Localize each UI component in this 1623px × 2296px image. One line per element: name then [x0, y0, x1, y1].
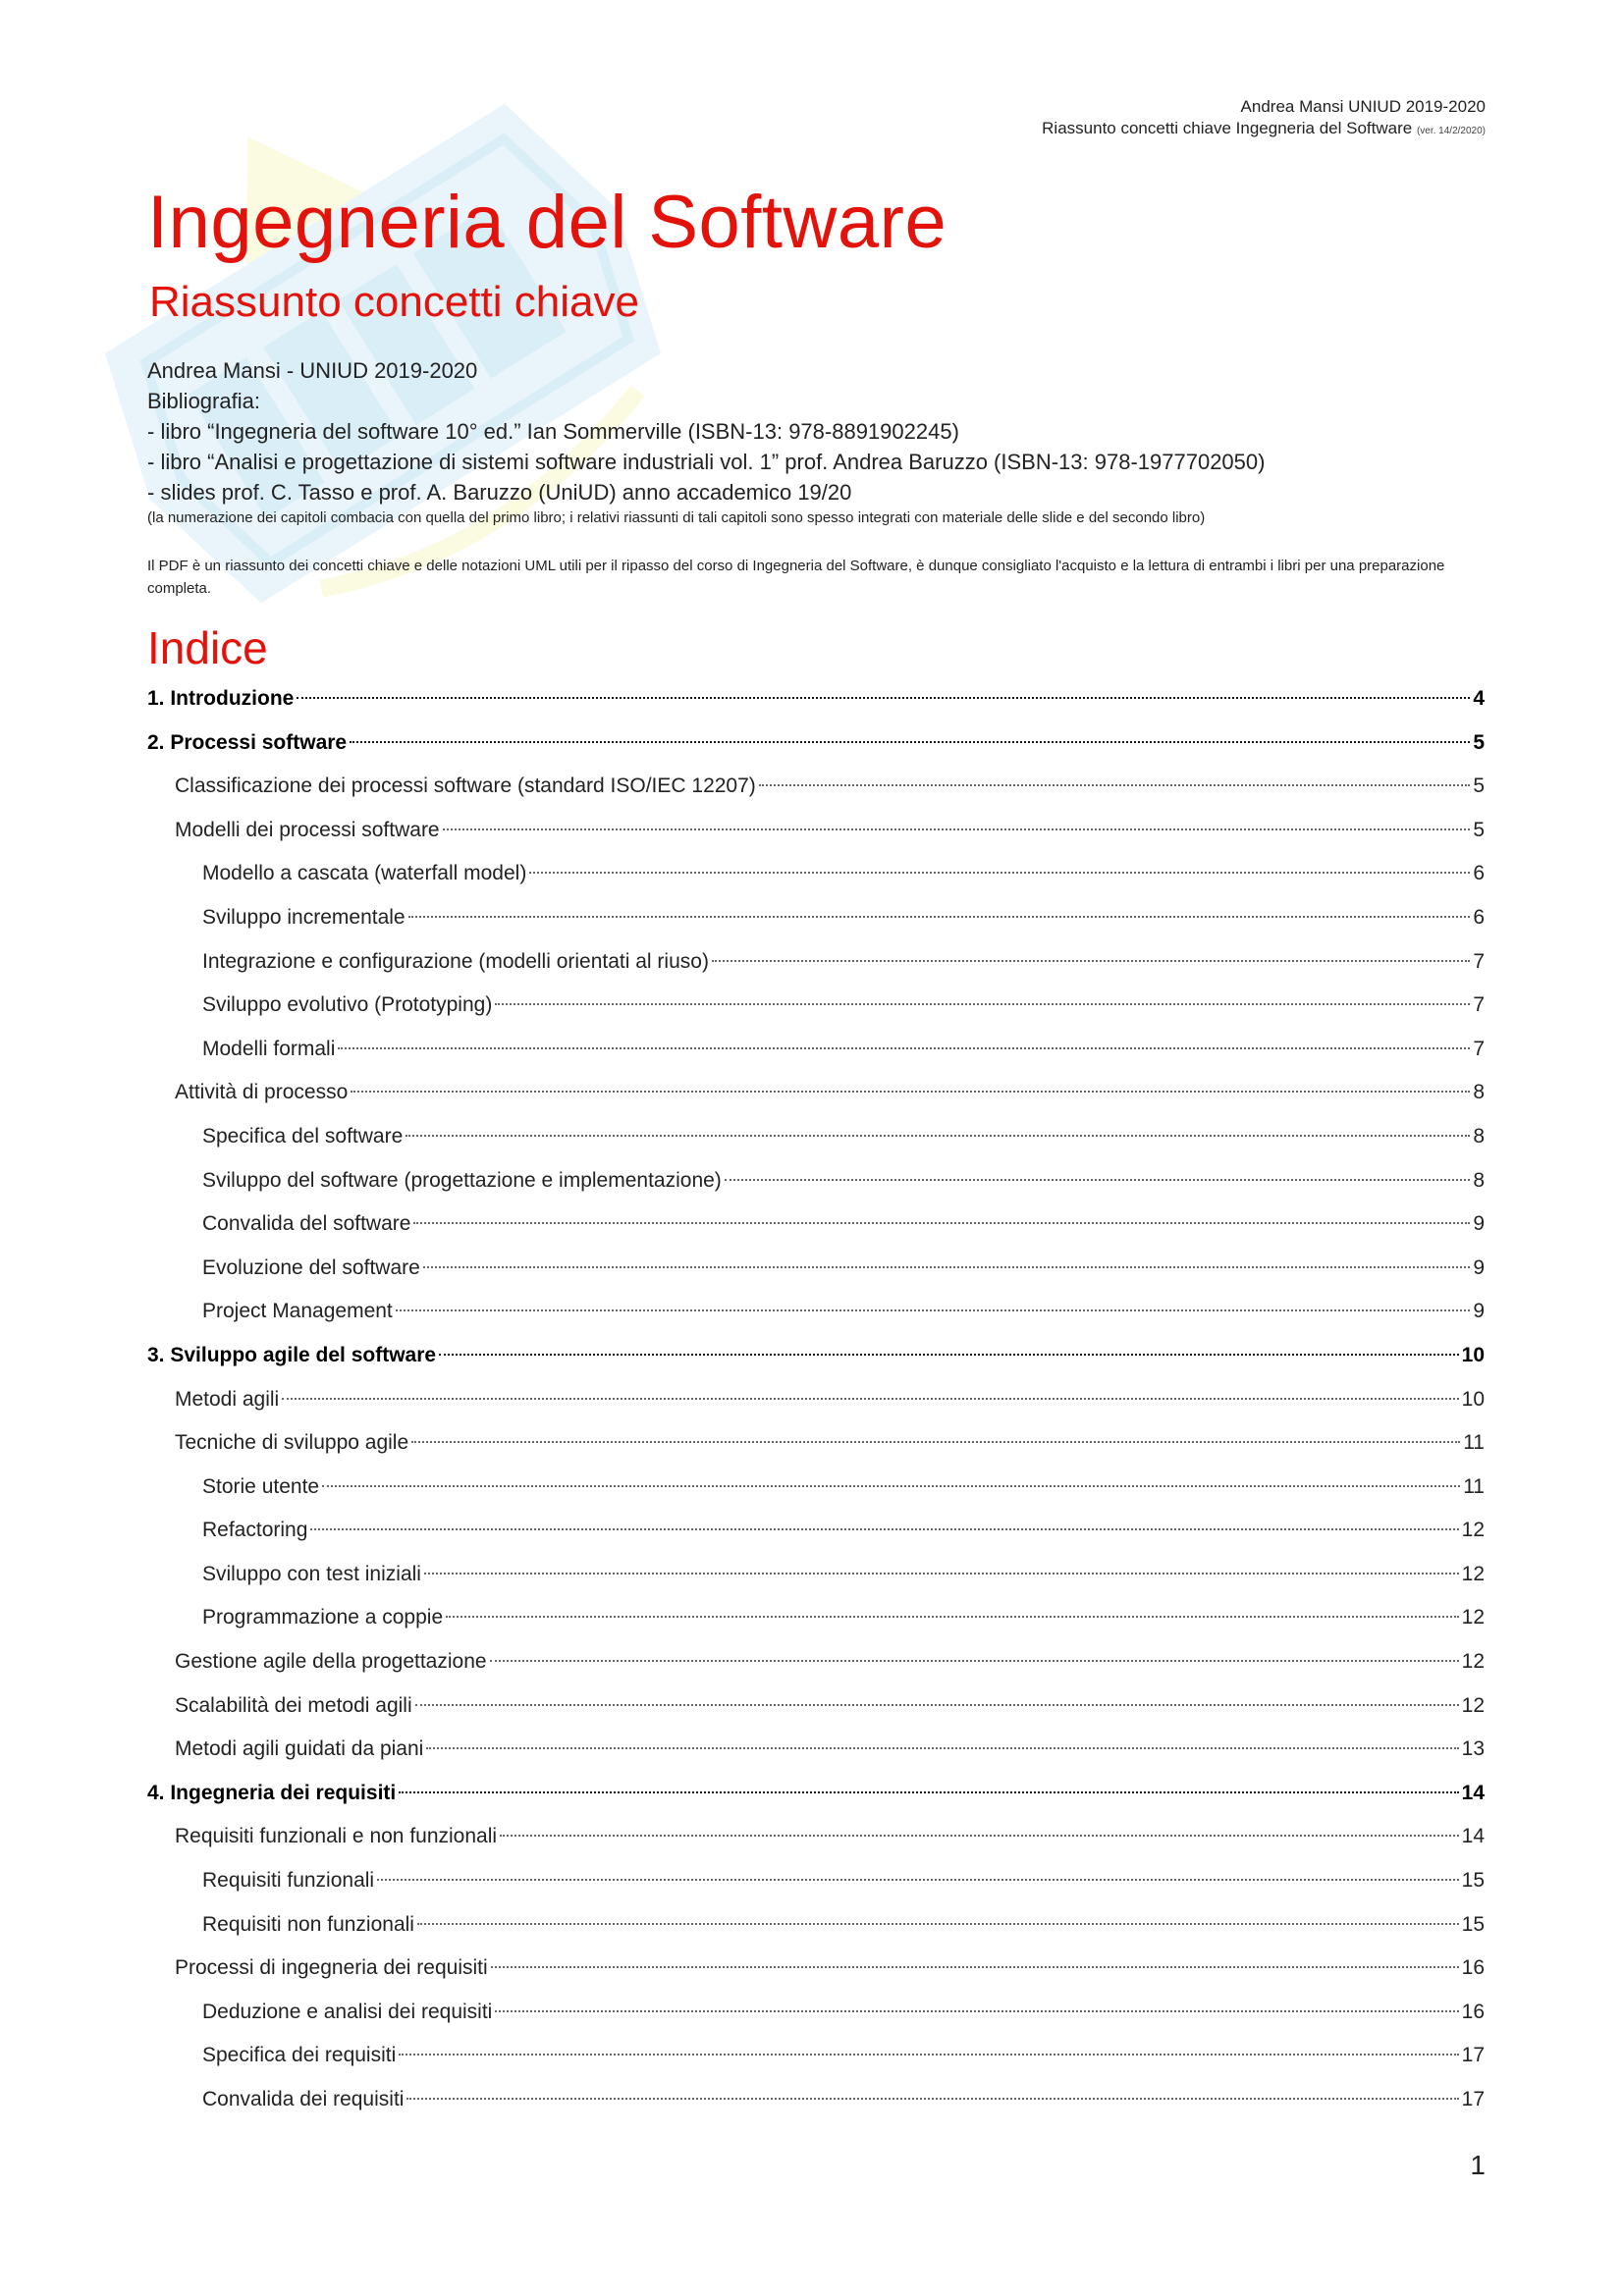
toc-entry-page: 8 — [1473, 1124, 1485, 1148]
toc-entry-title: Modelli formali — [202, 1037, 336, 1060]
toc-leader-dots — [426, 1747, 1458, 1749]
toc-entry[interactable] — [147, 677, 1485, 721]
toc-leader-dots — [297, 697, 1470, 699]
toc-leader-dots — [529, 872, 1470, 874]
toc-entry[interactable] — [147, 1947, 1485, 1991]
toc-leader-dots — [424, 1573, 1459, 1575]
toc-entry-page: 17 — [1461, 2088, 1485, 2110]
toc-leader-dots — [446, 1616, 1459, 1618]
toc-entry-title: Scalabilità dei metodi agili — [175, 1693, 412, 1717]
toc-entry-page: 9 — [1473, 1255, 1485, 1279]
toc-entry-title: Modelli dei processi software — [175, 818, 440, 841]
document-info — [147, 355, 1483, 600]
toc-entry[interactable] — [147, 852, 1485, 896]
author-line: Andrea Mansi - UNIUD 2019-2020 — [147, 358, 478, 383]
toc-entry[interactable] — [147, 1859, 1485, 1903]
toc-entry-title: Evoluzione del software — [202, 1255, 420, 1279]
toc-entry-page: 6 — [1473, 905, 1485, 929]
toc-entry-title: Modello a cascata (waterfall model) — [202, 862, 527, 885]
toc-entry[interactable] — [147, 1247, 1485, 1291]
toc-entry-title: Specifica del software — [202, 1124, 404, 1148]
toc-entry-page: 12 — [1461, 1650, 1485, 1674]
toc-leader-dots — [350, 741, 1470, 743]
toc-entry-title: Refactoring — [202, 1519, 308, 1542]
toc-entry-page: 4 — [1473, 687, 1485, 710]
toc-entry-title: Sviluppo evolutivo (Prototyping) — [202, 993, 493, 1017]
toc-entry-page: 12 — [1461, 1606, 1485, 1629]
toc-leader-dots — [413, 1222, 1470, 1224]
toc-entry-title: Requisiti funzionali e non funzionali — [175, 1825, 498, 1848]
toc-entry-title: 3. Sviluppo agile del software — [147, 1343, 437, 1366]
toc-entry[interactable] — [147, 1159, 1485, 1203]
toc-entry[interactable] — [147, 940, 1485, 985]
toc-entry-page: 15 — [1461, 1912, 1485, 1936]
toc-entry-page: 9 — [1473, 1212, 1485, 1236]
toc-entry-title: Project Management — [202, 1300, 393, 1323]
toc-entry-title: Sviluppo incrementale — [202, 905, 406, 929]
toc-leader-dots — [417, 1923, 1459, 1925]
page-number: 1 — [1470, 2150, 1486, 2180]
toc-leader-dots — [491, 1966, 1459, 1968]
page-header — [1042, 96, 1486, 142]
toc-entry-page: 15 — [1461, 1869, 1485, 1893]
toc-leader-dots — [443, 828, 1471, 830]
toc-entry[interactable] — [147, 721, 1485, 766]
toc-entry-title: Convalida dei requisiti — [202, 2088, 405, 2110]
toc-entry-page: 11 — [1463, 1474, 1485, 1498]
toc-entry-title: Requisiti non funzionali — [202, 1912, 414, 1936]
toc-entry-page: 10 — [1461, 1343, 1485, 1366]
toc-entry-page: 6 — [1473, 862, 1485, 885]
document-subtitle: Riassunto concetti chiave — [149, 278, 639, 326]
toc-leader-dots — [396, 1309, 1471, 1311]
toc-entry-title: Metodi agili — [175, 1387, 280, 1411]
toc-entry-page: 5 — [1473, 774, 1485, 798]
toc-entry-page: 14 — [1461, 1825, 1485, 1848]
toc-entry[interactable] — [147, 1553, 1485, 1597]
toc-entry[interactable] — [147, 1028, 1485, 1072]
toc-entry-page: 12 — [1461, 1562, 1485, 1585]
toc-entry-title: Deduzione e analisi dei requisiti — [202, 2000, 493, 2023]
toc-entry-page: 5 — [1473, 818, 1485, 841]
toc-entry-page: 12 — [1461, 1519, 1485, 1542]
toc-entry[interactable] — [147, 1334, 1485, 1378]
bibliography-item: - libro “Ingegneria del software 10° ed.” Ian Sommerville (ISBN-13: 978-8891902245) — [147, 419, 959, 444]
toc-entry-title: Processi di ingegneria dei requisiti — [175, 1956, 488, 1980]
toc-leader-dots — [399, 1791, 1458, 1793]
toc-leader-dots — [406, 1135, 1470, 1137]
toc-entry-title: Requisiti funzionali — [202, 1869, 375, 1893]
toc-leader-dots — [759, 784, 1471, 786]
toc-entry-page: 7 — [1473, 1037, 1485, 1060]
toc-entry[interactable] — [147, 1640, 1485, 1684]
toc-entry[interactable] — [147, 1596, 1485, 1640]
bibliography-item: - slides prof. C. Tasso e prof. A. Baruzzo (UniUD) anno accademico 19/20 — [147, 480, 852, 505]
toc-entry[interactable] — [147, 2034, 1485, 2078]
toc-leader-dots — [495, 2010, 1458, 2012]
toc-leader-dots — [406, 2098, 1458, 2100]
toc-leader-dots — [377, 1879, 1459, 1881]
toc-leader-dots — [725, 1179, 1471, 1181]
toc-entry-page: 7 — [1473, 993, 1485, 1017]
toc-entry[interactable] — [147, 1115, 1485, 1159]
toc-entry-page: 7 — [1473, 949, 1485, 973]
toc-entry-page: 5 — [1473, 730, 1485, 754]
toc-entry[interactable] — [147, 1466, 1485, 1510]
toc-entry-page: 17 — [1461, 2044, 1485, 2067]
toc-entry-title: Metodi agili guidati da piani — [175, 1737, 424, 1761]
toc-entry[interactable] — [147, 1815, 1485, 1859]
toc-entry-page: 14 — [1461, 1781, 1485, 1804]
toc-entry[interactable] — [147, 1684, 1485, 1729]
header-doc-title: Riassunto concetti chiave Ingegneria del Software — [1042, 119, 1413, 137]
toc-entry-title: Specifica dei requisiti — [202, 2044, 397, 2067]
toc-entry-page: 8 — [1473, 1168, 1485, 1192]
toc-leader-dots — [490, 1660, 1459, 1662]
toc-entry[interactable] — [147, 1202, 1485, 1247]
toc-leader-dots — [439, 1354, 1459, 1356]
toc-leader-dots — [282, 1398, 1458, 1400]
toc-heading: Indice — [147, 622, 268, 673]
toc-entry[interactable] — [147, 809, 1485, 853]
toc-entry[interactable] — [147, 1728, 1485, 1772]
toc-leader-dots — [408, 916, 1471, 918]
toc-entry[interactable] — [147, 896, 1485, 940]
toc-entry[interactable] — [147, 1991, 1485, 2035]
toc-entry[interactable] — [147, 1772, 1485, 1816]
table-of-contents — [147, 677, 1485, 2122]
toc-leader-dots — [415, 1704, 1459, 1706]
toc-entry-title: Attività di processo — [175, 1081, 349, 1104]
header-version: (ver. 14/2/2020) — [1416, 126, 1486, 136]
toc-entry[interactable] — [147, 1071, 1485, 1115]
toc-entry-title: 2. Processi software — [147, 730, 348, 754]
toc-entry[interactable] — [147, 984, 1485, 1028]
toc-entry-title: Storie utente — [202, 1474, 320, 1498]
toc-entry-title: Sviluppo con test iniziali — [202, 1562, 421, 1585]
toc-entry[interactable] — [147, 1378, 1485, 1422]
toc-entry-title: Tecniche di sviluppo agile — [175, 1431, 409, 1455]
toc-entry[interactable] — [147, 765, 1485, 809]
toc-entry[interactable] — [147, 1421, 1485, 1466]
toc-leader-dots — [495, 1003, 1470, 1005]
document-title: Ingegneria del Software — [147, 181, 947, 264]
toc-entry-title: Sviluppo del software (progettazione e implementazione) — [202, 1168, 722, 1192]
toc-entry-page: 10 — [1461, 1387, 1485, 1411]
toc-leader-dots — [310, 1528, 1458, 1530]
toc-entry[interactable] — [147, 1903, 1485, 1948]
toc-leader-dots — [338, 1047, 1470, 1049]
toc-leader-dots — [351, 1091, 1470, 1093]
toc-entry-title: Classificazione dei processi software (standard ISO/IEC 12207) — [175, 774, 756, 798]
toc-leader-dots — [411, 1441, 1460, 1443]
toc-leader-dots — [322, 1485, 1460, 1487]
bibliography-label: Bibliografia: — [147, 389, 260, 413]
toc-leader-dots — [500, 1835, 1459, 1837]
header-title-line — [1042, 118, 1486, 142]
toc-entry-title: Gestione agile della progettazione — [175, 1650, 487, 1674]
toc-entry-page: 8 — [1473, 1081, 1485, 1104]
toc-entry-page: 12 — [1461, 1693, 1485, 1717]
toc-leader-dots — [399, 2054, 1458, 2056]
toc-entry-title: Programmazione a coppie — [202, 1606, 444, 1629]
toc-entry-page: 16 — [1461, 1956, 1485, 1980]
toc-entry-title: 1. Introduzione — [147, 687, 295, 710]
toc-entry-page: 16 — [1461, 2000, 1485, 2023]
bibliography-item: - libro “Analisi e progettazione di sistemi software industriali vol. 1” prof. Andrea Baruzzo (ISBN-13: 978-1977702050) — [147, 450, 1266, 474]
toc-entry[interactable] — [147, 1290, 1485, 1334]
toc-leader-dots — [712, 960, 1470, 962]
toc-entry[interactable] — [147, 1509, 1485, 1553]
chapter-note: (la numerazione dei capitoli combacia con quella del primo libro; i relativi riassunti di tali capitoli sono spesso integrati con materiale delle slide e del secondo libro) — [147, 509, 1206, 526]
toc-entry-page: 11 — [1463, 1431, 1485, 1455]
toc-entry-title: Integrazione e configurazione (modelli orientati al riuso) — [202, 949, 709, 973]
toc-entry-title: Convalida del software — [202, 1212, 411, 1236]
toc-entry-page: 9 — [1473, 1300, 1485, 1323]
toc-leader-dots — [423, 1266, 1471, 1268]
toc-entry-title: 4. Ingegneria dei requisiti — [147, 1781, 397, 1804]
header-author-line: Andrea Mansi UNIUD 2019-2020 — [1240, 97, 1486, 116]
toc-entry-page: 13 — [1461, 1737, 1485, 1761]
toc-entry[interactable] — [147, 2078, 1485, 2122]
intro-paragraph: Il PDF è un riassunto dei concetti chiave e delle notazioni UML utili per il ripasso del corso di Ingegneria del Software, è dunque consigliato l'acquisto e la lettura di entrambi i libri per una preparazione completa. — [147, 558, 1445, 597]
